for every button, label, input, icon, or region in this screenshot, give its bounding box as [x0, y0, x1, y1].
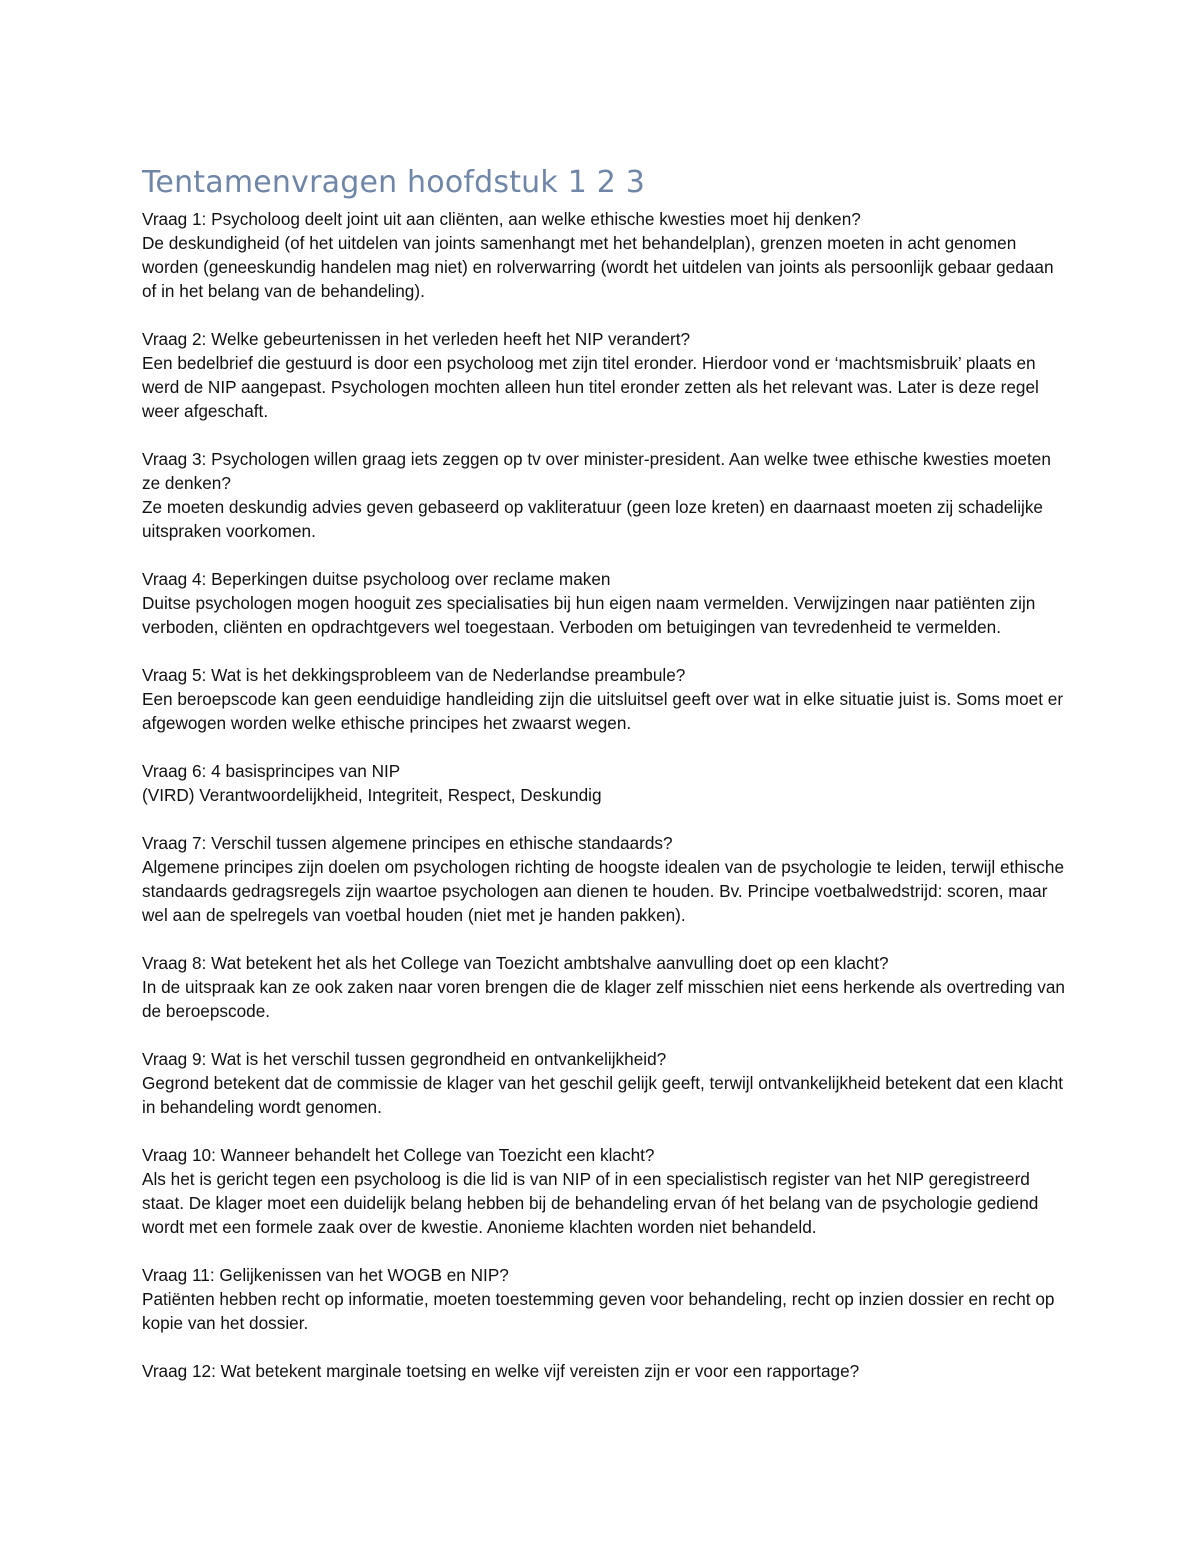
question-text: Vraag 9: Wat is het verschil tussen gegrondheid en ontvankelijkheid?: [142, 1049, 667, 1069]
question-text: Vraag 7: Verschil tussen algemene principes en ethische standaards?: [142, 833, 673, 853]
question-text: Vraag 11: Gelijkenissen van het WOGB en NIP?: [142, 1265, 509, 1285]
question-block-8: [142, 951, 1067, 1023]
question-text: Vraag 8: Wat betekent het als het College van Toezicht ambtshalve aanvulling doet op een klacht?: [142, 953, 889, 973]
question-text: Vraag 4: Beperkingen duitse psycholoog over reclame maken: [142, 569, 611, 589]
answer-text: Een beroepscode kan geen eenduidige handleiding zijn die uitsluitsel geeft over wat in elke situatie juist is. Soms moet er afgewogen worden welke ethische principes het zwaarst wegen.: [142, 689, 1064, 733]
document-page: [142, 163, 1067, 1407]
answer-text: Een bedelbrief die gestuurd is door een psycholoog met zijn titel eronder. Hierdoor vond er ‘machtsmisbruik’ plaats en werd de NIP aangepast. Psychologen mochten alleen hun titel eronder zetten als het relevant was. Later is deze regel weer afgeschaft.: [142, 353, 1039, 421]
answer-text: In de uitspraak kan ze ook zaken naar voren brengen die de klager zelf misschien niet eens herkende als overtreding van de beroepscode.: [142, 977, 1065, 1021]
question-block-7: [142, 831, 1067, 927]
question-block-4: [142, 567, 1067, 639]
question-text: Vraag 3: Psychologen willen graag iets zeggen op tv over minister-president. Aan welke twee ethische kwesties moeten ze denken?: [142, 449, 1051, 493]
question-block-2: [142, 327, 1067, 423]
question-text: Vraag 6: 4 basisprincipes van NIP: [142, 761, 401, 781]
answer-text: Algemene principes zijn doelen om psychologen richting de hoogste idealen van de psychologie te leiden, terwijl ethische standaards gedragsregels zijn waartoe psychologen aan dienen te houden. Bv. Principe voetbalwedstrijd: scoren, maar wel aan de spelregels van voetbal houden (niet met je handen pakken).: [142, 857, 1065, 925]
question-block-9: [142, 1047, 1067, 1119]
question-text: Vraag 5: Wat is het dekkingsprobleem van de Nederlandse preambule?: [142, 665, 686, 685]
question-block-3: [142, 447, 1067, 543]
question-text: Vraag 1: Psycholoog deelt joint uit aan cliënten, aan welke ethische kwesties moet hij denken?: [142, 209, 861, 229]
answer-text: Als het is gericht tegen een psycholoog is die lid is van NIP of in een specialistisch register van het NIP geregistreerd staat. De klager moet een duidelijk belang hebben bij de behandeling ervan óf het belang van de psychologie gediend wordt met een formele zaak over de kwestie. Anonieme klachten worden niet behandeld.: [142, 1169, 1039, 1237]
document-title: Tentamenvragen hoofdstuk 1 2 3: [142, 165, 646, 200]
answer-text: (VIRD) Verantwoordelijkheid, Integriteit, Respect, Deskundig: [142, 785, 602, 805]
question-block-10: [142, 1143, 1067, 1239]
question-text: Vraag 2: Welke gebeurtenissen in het verleden heeft het NIP verandert?: [142, 329, 691, 349]
answer-text: De deskundigheid (of het uitdelen van joints samenhangt met het behandelplan), grenzen moeten in acht genomen worden (geneeskundig handelen mag niet) en rolverwarring (wordt het uitdelen van joints als persoonlijk gebaar gedaan of in het belang van de behandeling).: [142, 233, 1054, 301]
question-text: Vraag 10: Wanneer behandelt het College van Toezicht een klacht?: [142, 1145, 655, 1165]
answer-text: Patiënten hebben recht op informatie, moeten toestemming geven voor behandeling, recht op inzien dossier en recht op kopie van het dossier.: [142, 1289, 1055, 1333]
question-block-11: [142, 1263, 1067, 1335]
answer-text: Ze moeten deskundig advies geven gebaseerd op vakliteratuur (geen loze kreten) en daarnaast moeten zij schadelijke uitspraken voorkomen.: [142, 497, 1043, 541]
question-block-12: [142, 1359, 1067, 1383]
question-text: Vraag 12: Wat betekent marginale toetsing en welke vijf vereisten zijn er voor een rapportage?: [142, 1361, 860, 1381]
question-block-1: [142, 207, 1067, 303]
answer-text: Gegrond betekent dat de commissie de klager van het geschil gelijk geeft, terwijl ontvankelijkheid betekent dat een klacht in behandeling wordt genomen.: [142, 1073, 1064, 1117]
answer-text: Duitse psychologen mogen hooguit zes specialisaties bij hun eigen naam vermelden. Verwijzingen naar patiënten zijn verboden, cliënten en opdrachtgevers wel toegestaan. Verboden om betuigingen van tevredenheid te vermelden.: [142, 593, 1036, 637]
question-block-6: [142, 759, 1067, 807]
question-block-5: [142, 663, 1067, 735]
